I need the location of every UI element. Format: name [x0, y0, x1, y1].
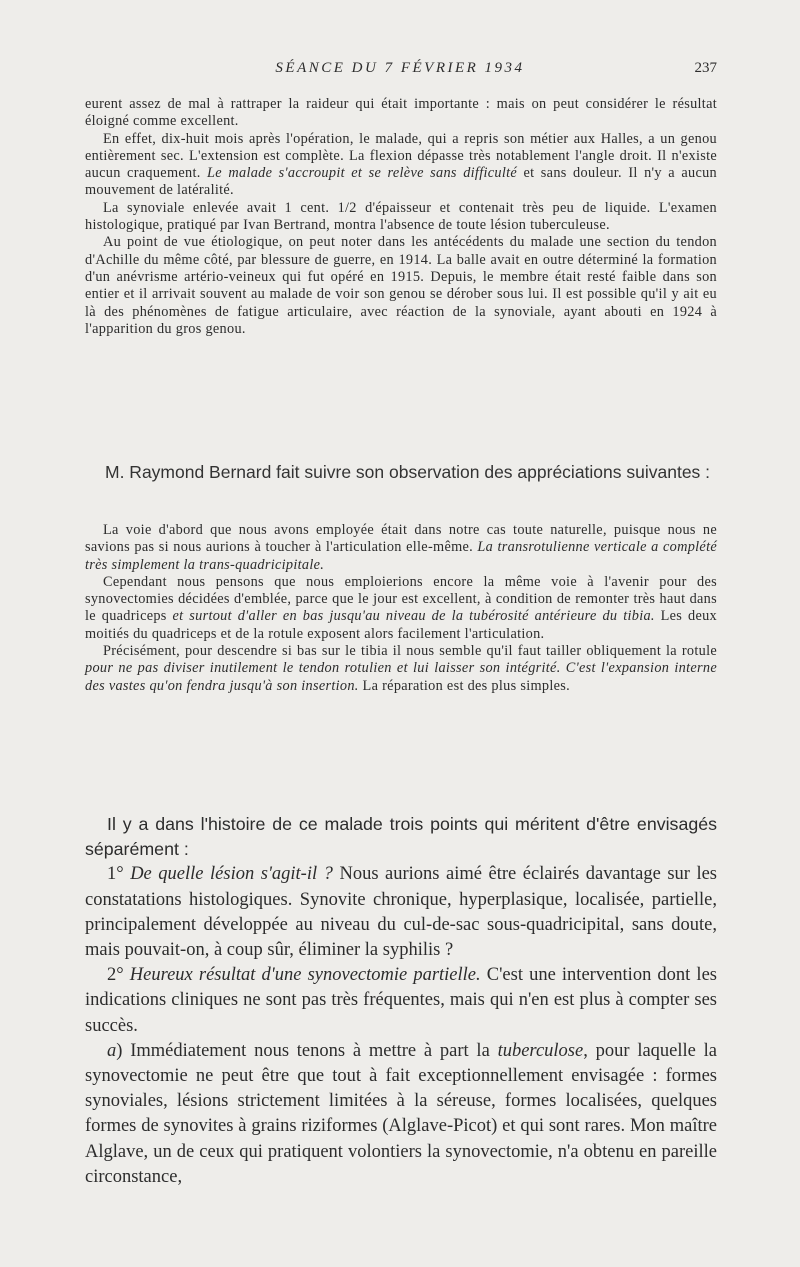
section-heading-block	[85, 460, 717, 485]
text-run: eurent assez de mal à rattraper la raideur qui était importante : mais on peut considérer le résultat éloigné comme excellent.	[85, 96, 717, 130]
italic-text: La transrotulienne verticale a complété très simplement la trans-quadricipitale.	[85, 539, 717, 573]
paragraph	[85, 131, 717, 200]
page-header	[0, 60, 800, 86]
paragraph	[85, 862, 717, 963]
paragraph	[85, 96, 717, 131]
italic-text: pour ne pas diviser inutilement le tendon rotulien et lui laisser son intégrité. C'est l'expansion interne des vastes qu'on fendra jusqu'à son insertion.	[85, 660, 717, 694]
text-run: C'est une intervention dont les indications cliniques ne sont pas très fréquentes, mais qui n'en est plus à compter ses succès.	[85, 965, 717, 1036]
paragraph	[85, 574, 717, 643]
italic-text: a	[107, 1040, 117, 1061]
text-run: La réparation est des plus simples.	[358, 677, 570, 694]
paragraph	[85, 200, 717, 235]
paragraph	[85, 522, 717, 574]
text-run: 1°	[107, 864, 131, 885]
case-report-text	[85, 96, 717, 338]
text-run: Il y a dans l'histoire de ce malade trois points qui méritent d'être envisagés séparément :	[85, 814, 717, 860]
italic-text: De quelle lésion s'agit-il ?	[130, 864, 333, 885]
italic-text: et surtout d'aller en bas jusqu'au niveau de la tubérosité antérieure du tibia.	[172, 608, 655, 625]
paragraph	[85, 812, 717, 862]
text-run: La voie d'abord que nous avons employée était dans notre cas toute naturelle, puisque nous ne savions pas si nous aurions à toucher à l'articulation elle-même.	[85, 522, 717, 556]
text-run: La synoviale enlevée avait 1 cent. 1/2 d'épaisseur et contenait très peu de liquide. L'examen histologique, pratiqué par Ivan Bertrand, montra l'absence de toute lésion tuberculeuse.	[85, 199, 717, 234]
paragraph	[85, 643, 717, 695]
text-run: et sans douleur. Il n'y a aucun mouvement de latéralité.	[85, 165, 717, 199]
text-run: Les deux moitiés du quadriceps et de la rotule exposent alors facilement l'articulation.	[85, 608, 717, 642]
text-run: 2°	[107, 965, 130, 986]
section-heading: M. Raymond Bernard fait suivre son observation des appréciations suivantes :	[105, 462, 711, 482]
page-number: 237	[694, 60, 717, 76]
running-title: SÉANCE DU 7 FÉVRIER 1934	[275, 60, 525, 76]
italic-text: Le malade s'accroupit et se relève sans difficulté	[207, 165, 518, 182]
text-run: En effet, dix-huit mois après l'opération, le malade, qui a repris son métier aux Halles, a un genou entièrement sec. L'extension est complète. La flexion dépasse très notablement l'angle droit. Il n'existe aucun craquement.	[85, 130, 717, 182]
text-run: , pour laquelle la synovectomie ne peut être que tout à fait exceptionnellement envisagée : formes synoviales, lésions strictement limitées à la séreuse, formes localisées, quelques formes de synovites à grains riziformes (Alglave-Picot) et qui sont rares. Mon maître Alglave, un de ceux qui pratiquent volontiers la synovectomie, n'a obtenu en pareille circonstance,	[85, 1040, 717, 1187]
text-run: Précisément, pour descendre si bas sur le tibia il nous semble qu'il faut tailler obliquement la rotule	[103, 643, 717, 660]
text-run: ) Immédiatement nous tenons à mettre à part la	[116, 1040, 498, 1061]
paragraph	[85, 1039, 717, 1190]
text-run: Au point de vue étiologique, on peut noter dans les antécédents du malade une section du tendon d'Achille du même côté, par blessure de guerre, en 1914. La balle avait en outre déterminé la formation d'un anévrisme artério-veineux qui fut opéré en 1915. Depuis, le membre était resté faible dans son entier et il arrivait souvent au malade de voir son genou se dérober sous lui. Il est possible qu'il y ait eu là des phénomènes de fatigue articulaire, avec réaction de la synoviale, ayant abouti en 1924 à l'apparition du gros genou.	[85, 234, 717, 337]
text-run: Cependant nous pensons que nous emploierions encore la même voie à l'avenir pour des synovectomies décidées d'emblée, parce que le jour est excellent, à condition de remonter très haut dans le quadriceps	[85, 573, 717, 625]
paragraph	[85, 963, 717, 1039]
paragraph	[85, 234, 717, 338]
italic-text: Heureux résultat d'une synovectomie partielle.	[129, 965, 481, 986]
appreciations-text	[85, 522, 717, 695]
italic-text: tuberculose	[497, 1040, 584, 1061]
text-run: Nous aurions aimé être éclairés davantage sur les constatations histologiques. Synovite chronique, hyperplasique, localisée, partielle, principalement développée au niveau du cul-de-sac sous-quadricipital, sans doute, mais pouvait-on, à coup sûr, éliminer la syphilis ?	[85, 864, 718, 961]
commentary-text	[85, 812, 717, 1190]
